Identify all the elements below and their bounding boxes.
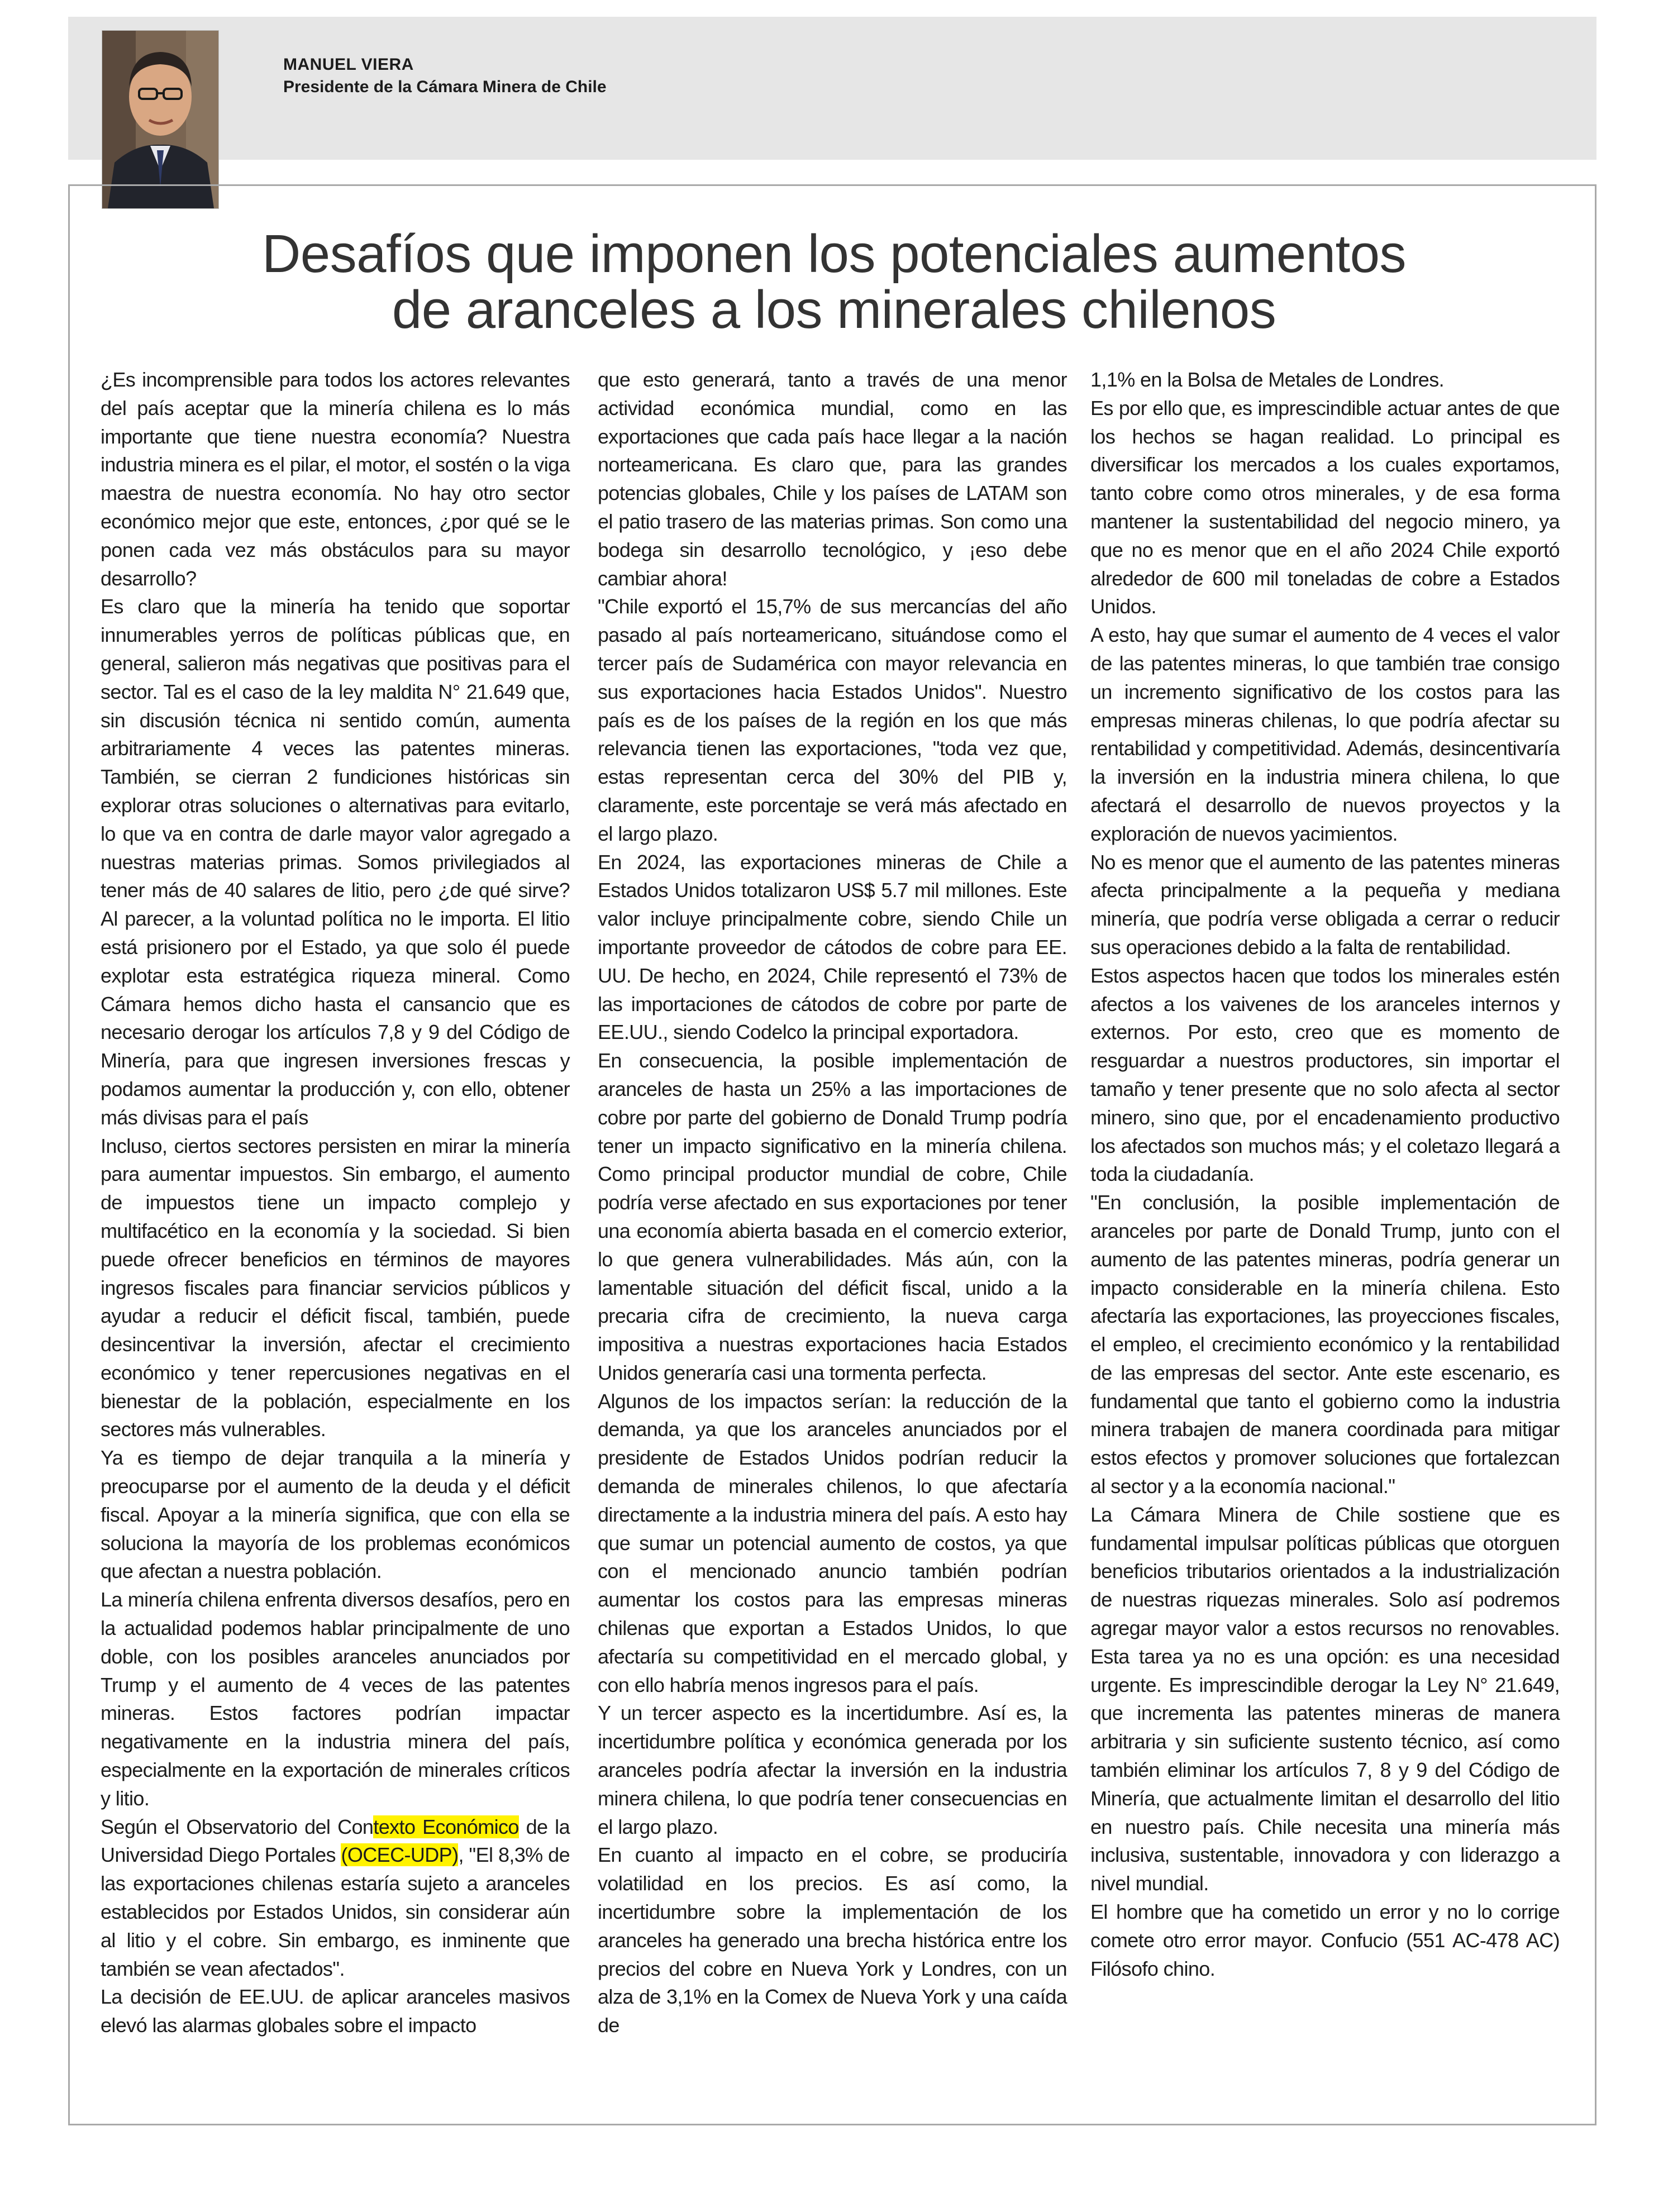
paragraph: "En conclusión, la posible implementación de aranceles por parte de Donald Trump, junto con el aumento de las patentes mineras, podría generar un impacto considerable en la minería chilena. Esto afectaría las exportaciones, las proyecciones fiscales, el empleo, el crecimiento económico y la rentabilidad de las empresas del sector. Ante este escenario, es fundamental que tanto el gobierno como la industria minera trabajen de manera coordinada para mitigar estos efectos y promover soluciones que fortalezcan al sector y a la economía nacional." xyxy=(1090,1191,1560,1498)
paragraph: En cuanto al impacto en el cobre, se produciría volatilidad en los precios. Es así como, la incertidumbre sobre la implementación de los aranceles ha generado una brecha histórica entre los precios del cobre en Nueva York y Londres, con un alza de 3,1% en la Comex de Nueva York y una caída de xyxy=(598,1843,1067,2037)
headline xyxy=(112,226,1556,338)
paragraph: En consecuencia, la posible implementación de aranceles de hasta un 25% a las importaciones de cobre por parte del gobierno de Donald Trump podría tener un impacto significativo en la minería chilena. Como principal productor mundial de cobre, Chile podría verse afectado en sus exportaciones por tener una economía abierta basada en el comercio exterior, lo que genera vulnerabilidades. Más aún, con la lamentable situación del déficit fiscal, unido a la precaria cifra de crecimiento, la nueva carga impositiva a nuestras exportaciones hacia Estados Unidos generaría casi una tormenta perfecta. xyxy=(598,1049,1067,1384)
paragraph: En 2024, las exportaciones mineras de Chile a Estados Unidos totalizaron US$ 5.7 mil millones. Este valor incluye principalmente cobre, siendo Chile un importante proveedor de cátodos de cobre para EE. UU. De hecho, en 2024, Chile representó el 73% de las importaciones de cátodos de cobre por parte de EE.UU., siendo Codelco la principal exportadora. xyxy=(598,850,1067,1044)
author-role: Presidente de la Cámara Minera de Chile xyxy=(283,78,607,96)
highlighted-text: (OCEC-UDP) xyxy=(341,1843,459,1867)
author-name: MANUEL VIERA xyxy=(283,55,414,74)
paragraph: No es menor que el aumento de las patentes mineras afecta principalmente a la pequeña y mediana minería, que podría verse obligada a cerrar o reducir sus operaciones debido a la falta de rentabilidad. xyxy=(1090,850,1560,959)
paragraph: 1,1% en la Bolsa de Metales de Londres. xyxy=(1090,368,1445,391)
article-column-1 xyxy=(101,366,570,2040)
paragraph: El hombre que ha cometido un error y no lo corrige comete otro error mayor. Confucio (551 AC-478 AC) Filósofo chino. xyxy=(1090,1900,1560,1980)
paragraph: Y un tercer aspecto es la incertidumbre. Así es, la incertidumbre política y económica generada por los aranceles podría afectar la inversión en la industria minera chilena, lo que podría tener consecuencias en el largo plazo. xyxy=(598,1701,1067,1838)
paragraph: A esto, hay que sumar el aumento de 4 veces el valor de las patentes mineras, lo que también trae consigo un incremento significativo de los costos para las empresas mineras chilenas, lo que podría afectar su rentabilidad y competitividad. Además, desincentivaría la inversión en la industria minera chilena, lo que afectará el desarrollo de nuevos proyectos y la exploración de nuevos yacimientos. xyxy=(1090,623,1560,845)
headline-line-2: de aranceles a los minerales chilenos xyxy=(392,280,1276,340)
paragraph: La minería chilena enfrenta diversos desafíos, pero en la actualidad podemos hablar principalmente de uno doble, con los posibles aranceles anunciados por Trump y el aumento de 4 veces de las patentes mineras. Estos factores podrían impactar negativamente en la industria minera del país, especialmente en la exportación de minerales críticos y litio. xyxy=(101,1588,570,1810)
paragraph-text: , "El 8,3% de las exportaciones chilenas estaría sujeto a aranceles establecidos por Estados Unidos, sin considerar aún al litio y el cobre. Sin embargo, es inminente que también se vean afectados". xyxy=(101,1843,570,1980)
paragraph: Incluso, ciertos sectores persisten en mirar la minería para aumentar impuestos. Sin embargo, el aumento de impuestos tiene un impacto complejo y multifacético en la economía y la sociedad. Si bien puede ofrecer beneficios en términos de mayores ingresos fiscales para financiar servicios públicos y ayudar a reducir el déficit fiscal, también, puede desincentivar la inversión, afectar el crecimiento económico y tener repercusiones negativas en el bienestar de la población, especialmente en los sectores más vulnerables. xyxy=(101,1134,570,1441)
paragraph: La Cámara Minera de Chile sostiene que es fundamental impulsar políticas públicas que otorguen beneficios tributarios orientados a la industrialización de nuestras riquezas minerales. Solo así podremos agregar mayor valor a estos recursos no renovables. Esta tarea ya no es una opción: es una necesidad urgente. Es imprescindible derogar la Ley N° 21.649, que incrementa las patentes mineras de manera arbitraria y sin suficiente sustento técnico, así como también eliminar los artículos 7, 8 y 9 del Código de Minería, que actualmente limitan el desarrollo del litio en nuestro país. Chile necesita una minería más inclusiva, sustentable, innovadora y con liderazgo a nivel mundial. xyxy=(1090,1503,1560,1895)
byline xyxy=(283,54,607,99)
paragraph: Estos aspectos hacen que todos los minerales estén afectos a los vaivenes de los aranceles internos y externos. Por esto, creo que es momento de resguardar a nuestros productores, sin importar el tamaño y tener presente que no solo afecta al sector minero, sino que, por el encadenamiento productivo los afectados son muchos más; y el coletazo llegará a toda la ciudadanía. xyxy=(1090,964,1560,1186)
paragraph: Es por ello que, es imprescindible actuar antes de que los hechos se hagan realidad. Lo principal es diversificar los mercados a los cuales exportamos, tanto cobre como otros minerales, y de esa forma mantener la sustentabilidad del negocio minero, ya que no es menor que en el año 2024 Chile exportó alrededor de 600 mil toneladas de cobre a Estados Unidos. xyxy=(1090,396,1560,618)
highlighted-text: texto Económico xyxy=(373,1815,519,1838)
paragraph-with-highlight xyxy=(101,1813,570,1984)
article-column-2 xyxy=(598,366,1067,2040)
article-column-3 xyxy=(1090,366,1560,1983)
paragraph: "Chile exportó el 15,7% de sus mercancías del año pasado al país norteamericano, situándose como el tercer país de Sudamérica con mayor relevancia en sus exportaciones hacia Estados Unidos". Nuestro país es de los países de la región en los que más relevancia tienen las exportaciones, "toda vez que, estas representan cerca del 30% del PIB y, claramente, este porcentaje se verá más afectado en el largo plazo. xyxy=(598,595,1067,845)
paragraph: ¿Es incomprensible para todos los actores relevantes del país aceptar que la minería chilena es lo más importante que tiene nuestra economía? Nuestra industria minera es el pilar, el motor, el sostén o la viga maestra de nuestra economía. No hay otro sector económico mejor que este, entonces, ¿por qué se le ponen cada vez más obstáculos para su mayor desarrollo? xyxy=(101,368,570,590)
paragraph: La decisión de EE.UU. de aplicar aranceles masivos elevó las alarmas globales sobre el impacto xyxy=(101,1985,570,2037)
headline-line-1: Desafíos que imponen los potenciales aumentos xyxy=(261,224,1407,284)
author-photo xyxy=(102,31,218,208)
paragraph: Ya es tiempo de dejar tranquila a la minería y preocuparse por el aumento de la deuda y el déficit fiscal. Apoyar a la minería significa, que con ella se soluciona la mayoría de los problemas económicos que afectan a nuestra población. xyxy=(101,1446,570,1583)
paragraph: Algunos de los impactos serían: la reducción de la demanda, ya que los aranceles anunciados por el presidente de Estados Unidos podrían reducir la demanda de minerales chilenos, lo que afectaría directamente a la industria minera del país. A esto hay que sumar un potencial aumento de costos, ya que con el mencionado anuncio también podrían aumentar los costos para las empresas mineras chilenas que exportan a Estados Unidos, lo que afectaría su competitividad en el mercado global, y con ello habría menos ingresos para el país. xyxy=(598,1389,1067,1696)
paragraph: que esto generará, tanto a través de una menor actividad económica mundial, como en las exportaciones que cada país hace llegar a la nación norteamericana. Es claro que, para las grandes potencias globales, Chile y los países de LATAM son el patio trasero de las materias primas. Son como una bodega sin desarrollo tecnológico, y ¡eso debe cambiar ahora! xyxy=(598,368,1067,590)
paragraph-text: Según el Observatorio del Con xyxy=(101,1815,374,1838)
paragraph-text: de la Universidad Diego Portales xyxy=(101,1815,570,1867)
paragraph: Es claro que la minería ha tenido que soportar innumerables yerros de políticas públicas que, en general, salieron más negativas que positivas para el sector. Tal es el caso de la ley maldita N° 21.649 que, sin discusión técnica ni sentido común, aumenta arbitrariamente 4 veces las patentes mineras. También, se cierran 2 fundiciones históricas sin explorar otras soluciones o alternativas para evitarlo, lo que va en contra de darle mayor valor agregado a nuestras materias primas. Somos privilegiados al tener más de 40 salares de litio, pero ¿de qué sirve? Al parecer, a la voluntad política no le importa. El litio está prisionero por el Estado, ya que solo él puede explotar esta estratégica riqueza mineral. Como Cámara hemos dicho hasta el cansancio que es necesario derogar los artículos 7,8 y 9 del Código de Minería, para que ingresen inversiones frescas y podamos aumentar la producción y, con ello, obtener más divisas para el país xyxy=(101,595,570,1129)
